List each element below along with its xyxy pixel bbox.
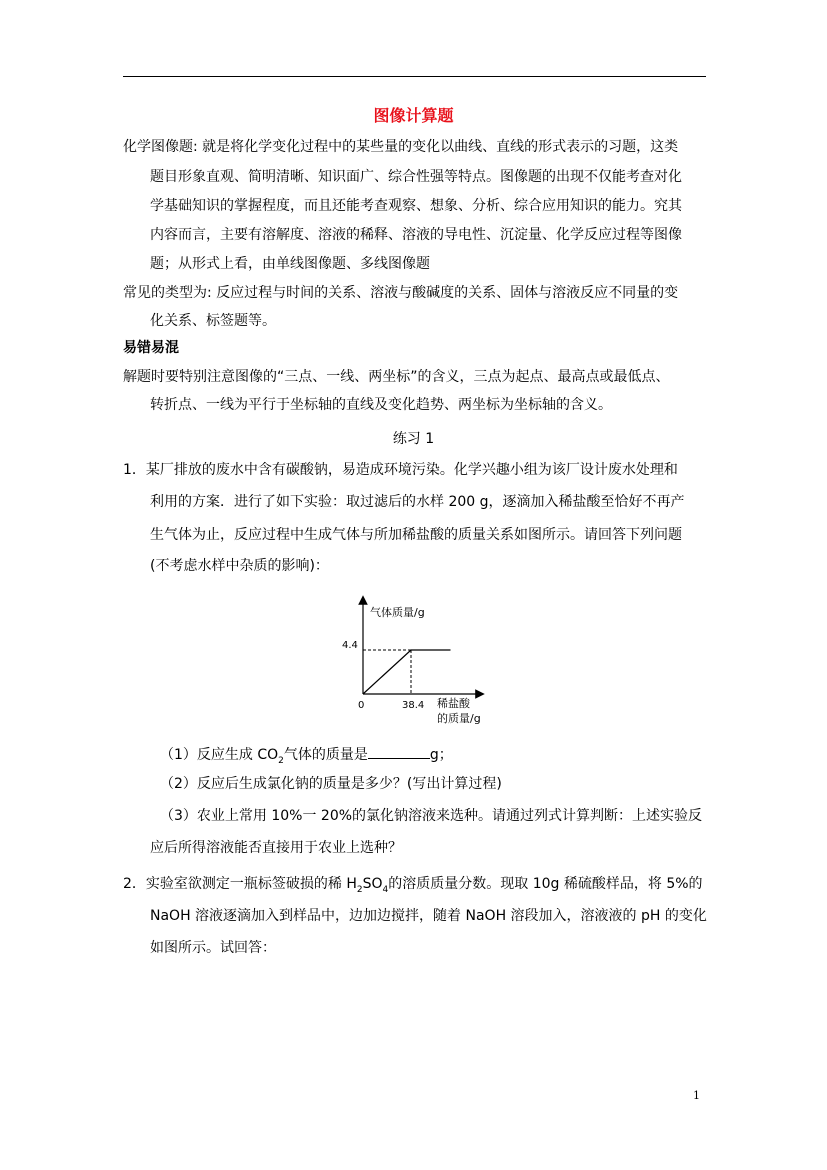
q1-sub1-post: 气体的质量是 [283,747,368,763]
series-line [363,650,451,694]
q1-sub1-unit: g； [429,747,453,763]
q1-line-4: (不考虑水样中杂质的影响)： [150,558,329,574]
y-tick-label: 4.4 [342,640,358,651]
gas-mass-chart [330,592,500,732]
types-line-2: 化关系、标签题等。 [150,313,276,329]
y-axis-label: 气体质量/g [370,606,425,619]
q1-sub3-line-2: 应后所得溶液能否直接用于农业上选种？ [150,840,402,856]
q1-sub1-subscript: 2 [278,755,284,766]
q1-sub2: （2）反应后生成氯化钠的质量是多少？(写出计算过程) [160,776,502,792]
x-tick-label: 38.4 [402,700,425,711]
exercise-heading: 练习 1 [392,431,435,447]
x-axis-label-line1: 稀盐酸 [437,697,470,710]
types-line-1: 常见的类型为: 反应过程与时间的关系、溶液与酸碱度的关系、固体与溶液反应不同量的变 [123,285,679,301]
intro-line-1: 化学图像题: 就是将化学变化过程中的某些量的变化以曲线、直线的形式表示的习题，这类 [123,139,679,155]
q1-line-3: 生气体为止，反应过程中生成气体与所加稀盐酸的质量关系如图所示。请回答下列问题 [150,527,682,543]
q1-line-2: 利用的方案．进行了如下实验：取过滤后的水样 200 g，逐滴加入稀盐酸至恰好不再产 [150,494,685,510]
q2-line-2: NaOH 溶液逐滴加入到样品中，边加边搅拌，随着 NaOH 溶段加入，溶液液的 pH 的变化 [150,908,707,924]
q2-line-1-post: 的溶质质量分数。现取 10g 稀硫酸样品，将 5%的 [388,876,703,892]
x-axis-label-line2: 的质量/g [437,712,481,725]
header-rule [123,76,706,77]
q1-sub1 [160,746,453,769]
q2-subscript-2: 4 [382,884,389,895]
tips-line-2: 转折点、一线为平行于坐标轴的直线及变化趋势、两坐标为坐标轴的含义。 [150,397,612,413]
q1-sub3-line-1: （3）农业上常用 10%一 20%的氯化钠溶液来选种。请通过列式计算判断：上述实验反 [160,808,703,824]
intro-line-4: 内容而言，主要有溶解度、溶液的稀释、溶液的导电性、沉淀量、化学反应过程等图像 [150,227,682,243]
q2-line-3: 如图所示。试回答： [150,940,276,956]
intro-line-3: 学基础知识的掌握程度，而且还能考查观察、想象、分析、综合应用知识的能力。究其 [150,198,682,214]
page-title: 图像计算题 [373,106,454,125]
section-heading: 易错易混 [123,340,179,356]
origin-label: 0 [358,700,365,711]
intro-line-5: 题；从形式上看，由单线图像题、多线图像题 [150,256,430,272]
page-number: 1 [693,1089,700,1102]
tips-line-1: 解题时要特别注意图像的“三点、一线、两坐标”的含义，三点为起点、最高点或最低点、 [123,369,670,385]
q1-line-1: 1．某厂排放的废水中含有碳酸钠，易造成环境污染。化学兴趣小组为该厂设计废水处理和 [123,462,678,478]
intro-line-2: 题目形象直观、简明清晰、知识面广、综合性强等特点。图像题的出现不仅能考查对化 [150,169,682,185]
q2-line-1-mid: SO [362,876,383,892]
answer-blank[interactable] [368,746,430,759]
q2-line-1 [123,876,703,898]
q1-sub1-pre: （1）反应生成 CO [160,747,279,763]
q2-subscript-1: 2 [356,884,363,895]
q2-line-1-pre: 2．实验室欲测定一瓶标签破损的稀 H [123,876,357,892]
